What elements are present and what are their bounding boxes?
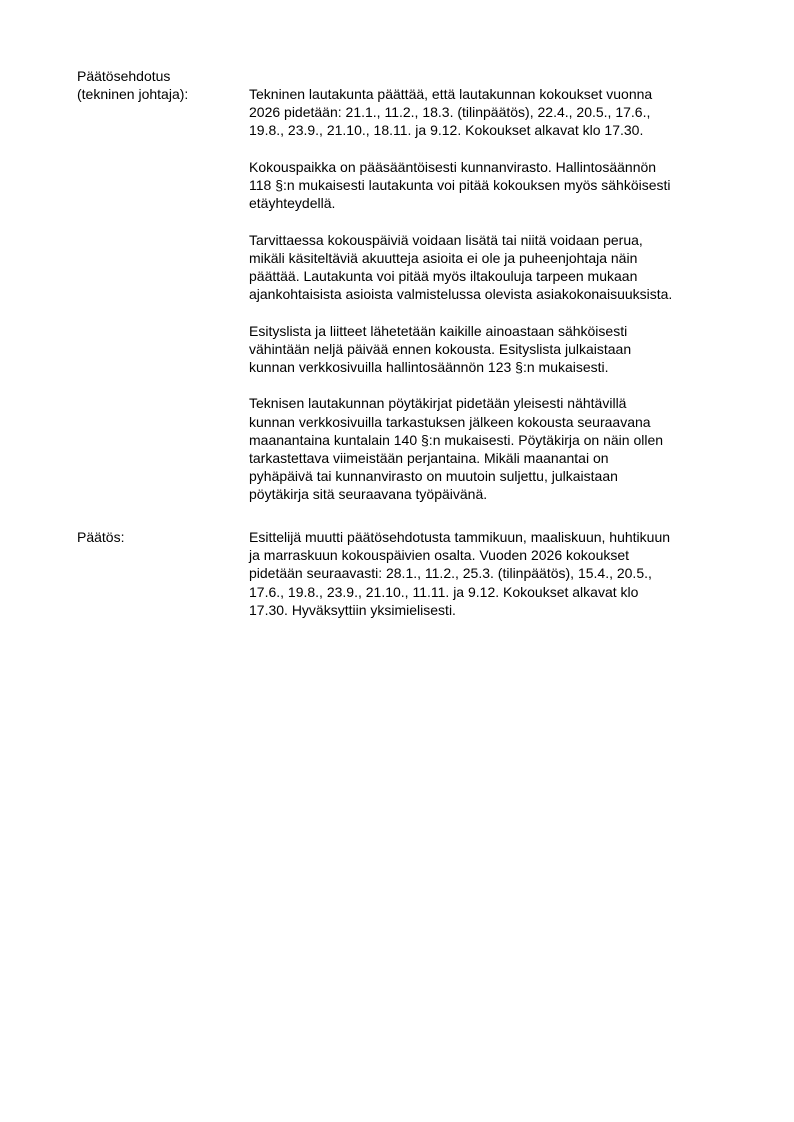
text-line: vähintään neljä päivää ennen kokousta. Esityslista julkaistaan xyxy=(249,340,632,357)
proposal-paragraph xyxy=(249,322,739,377)
proposal-paragraph xyxy=(249,158,739,213)
text-line: 19.8., 23.9., 21.10., 18.11. ja 9.12. Kokoukset alkavat klo 17.30. xyxy=(249,122,644,139)
text-line: pyhäpäivä tai kunnanvirasto on muutoin suljettu, julkaistaan xyxy=(249,468,618,485)
text-line: tarkastettava viimeistään perjantaina. Mikäli maanantai on xyxy=(249,450,609,466)
text-line: kunnan verkkosivuilla hallintosäännön 123 §:n mukaisesti. xyxy=(249,359,609,375)
proposal-paragraph xyxy=(249,231,739,304)
text-line: kunnan verkkosivuilla tarkastuksen jälkeen kokousta seuraavana xyxy=(249,413,651,430)
text-line: pidetään seuraavasti: 28.1., 11.2., 25.3. (tilinpäätös), 15.4., 20.5., xyxy=(249,565,652,582)
text-line: maanantaina kuntalain 140 §:n mukaisesti. Pöytäkirja on näin ollen xyxy=(249,431,664,448)
text-line: ajankohtaisista asioista valmistelussa olevista asiakokonaisuuksista. xyxy=(249,286,673,303)
text-line: 17.30. Hyväksyttiin yksimielisesti. xyxy=(249,601,456,618)
text-line: ja marraskuun kokouspäivien osalta. Vuoden 2026 kokoukset xyxy=(249,547,630,564)
text-line: Esittelijä muutti päätösehdotusta tammikuun, maaliskuun, huhtikuun xyxy=(249,529,671,545)
text-line: Esityslista ja liitteet lähetetään kaikille ainoastaan sähköisesti xyxy=(249,322,628,339)
decision-paragraph xyxy=(249,528,739,619)
decision-label: Päätös: xyxy=(77,529,125,545)
text-line: etäyhteydellä. xyxy=(249,195,336,212)
text-line: mikäli käsiteltäviä akuutteja asioita ei ole ja puheenjohtaja näin xyxy=(249,249,638,266)
text-line: Kokouspaikka on pääsääntöisesti kunnanvirasto. Hallintosäännön xyxy=(249,158,657,175)
text-line: Teknisen lautakunnan pöytäkirjat pidetään yleisesti nähtävillä xyxy=(249,395,627,412)
proposal-paragraph xyxy=(249,85,739,140)
decision-body xyxy=(249,528,739,637)
text-line: pöytäkirja sitä seuraavana työpäivänä. xyxy=(249,486,488,503)
text-line: 2026 pidetään: 21.1., 11.2., 18.3. (tilinpäätös), 22.4., 20.5., 17.6., xyxy=(249,104,651,121)
proposal-paragraph xyxy=(249,394,739,503)
text-line: 17.6., 19.8., 23.9., 21.10., 11.11. ja 9.12. Kokoukset alkavat klo xyxy=(249,583,639,600)
text-line: päättää. Lautakunta voi pitää myös iltakouluja tarpeen mukaan xyxy=(249,268,638,284)
proposal-heading: Päätösehdotus xyxy=(77,68,171,84)
proposal-label: (tekninen johtaja): xyxy=(77,86,189,102)
text-line: Tarvittaessa kokouspäiviä voidaan lisätä tai niitä voidaan perua, xyxy=(249,231,643,248)
proposal-body xyxy=(249,85,739,522)
text-line: 118 §:n mukaisesti lautakunta voi pitää kokouksen myös sähköisesti xyxy=(249,177,671,193)
text-line: Tekninen lautakunta päättää, että lautakunnan kokoukset vuonna xyxy=(249,86,653,102)
